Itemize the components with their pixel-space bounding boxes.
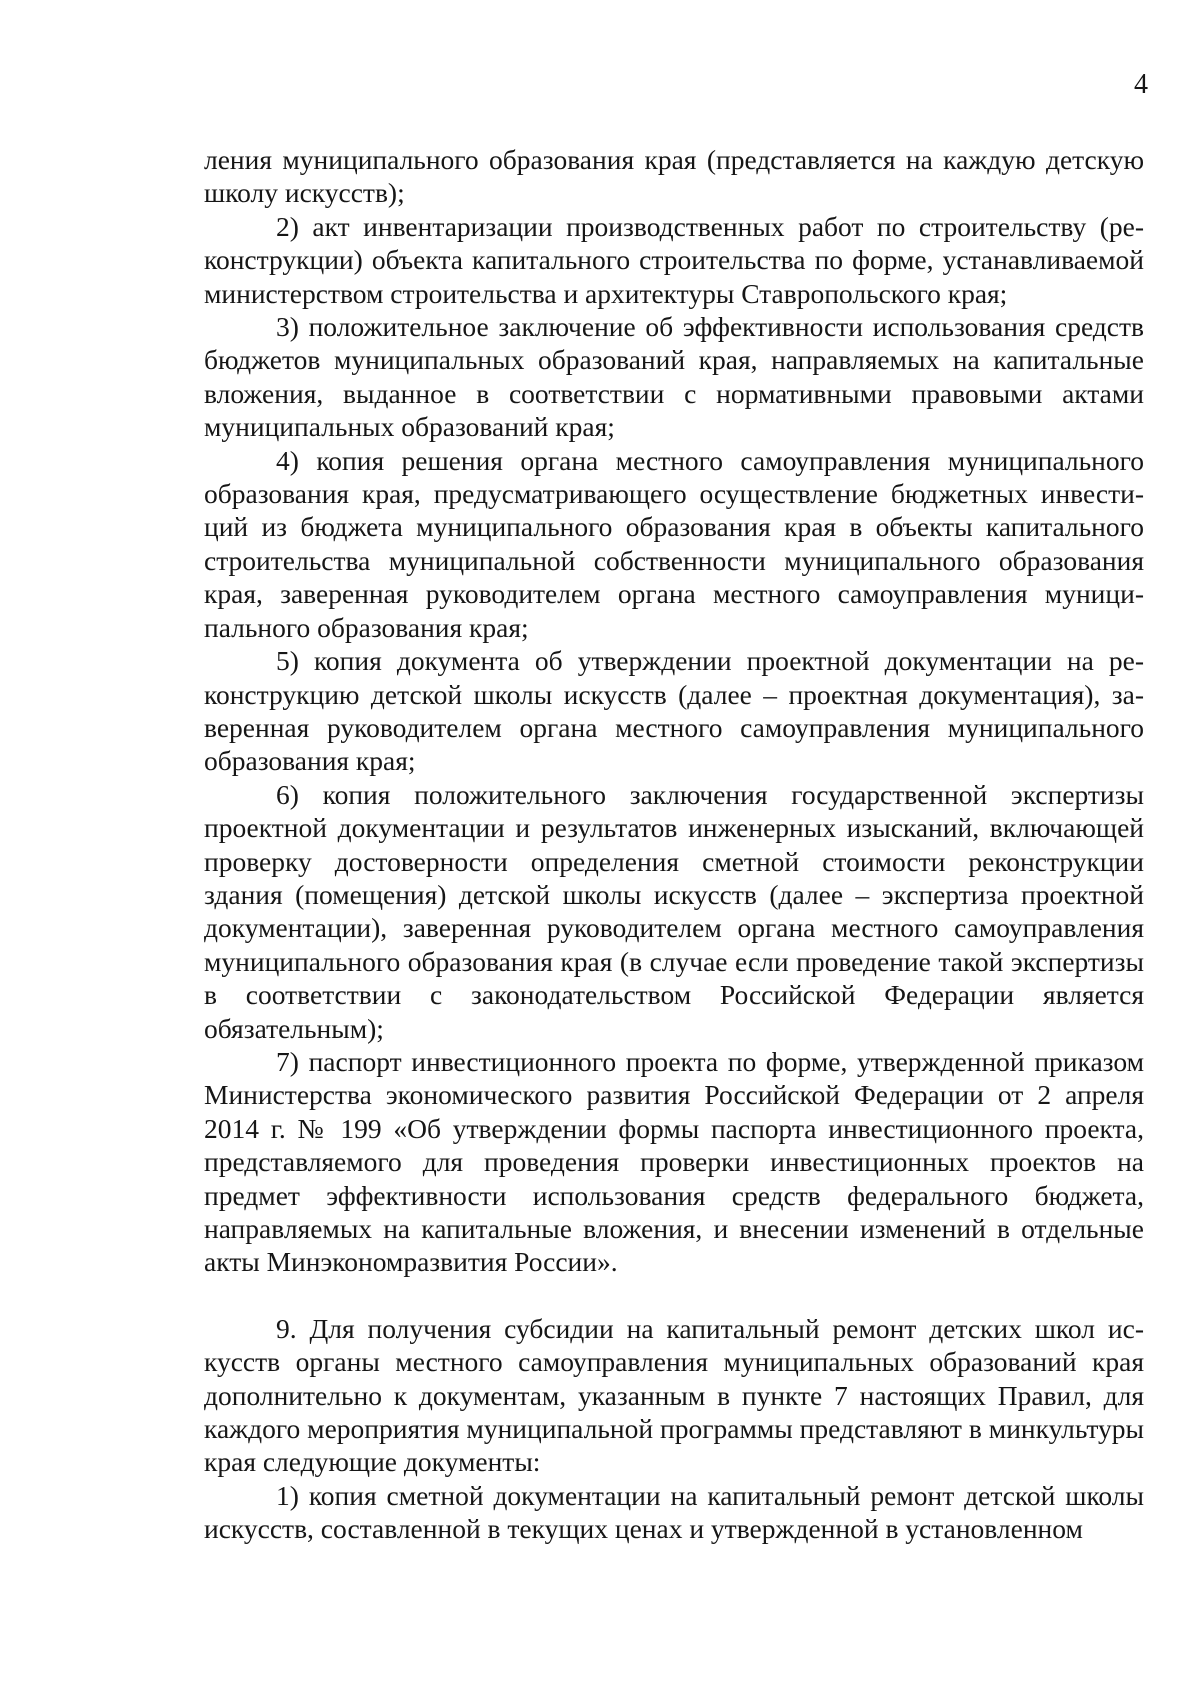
paragraph-continuation: ления муниципального образования края (представляется на каждую детскую школу искусств); [204,144,1144,209]
paragraph-item-2: 2) акт инвентаризации производственных работ по строительству (реконструкции) объекта капитального строительства по форме, устанавливаемой министерством строительства и архитектуры Ставропольского края; [204,210,1144,309]
page-number: 4 [1134,69,1148,100]
paragraph-item-4: 4) копия решения органа местного самоуправления муниципального образования края, предусматривающего осуществление бюджетных инвестиций из бюджета муниципального образования края в объекты капитального строительства муниципальной собственности муниципального образования края, заверенная руководителем органа местного самоуправления муниципального образования края; [204,444,1144,643]
paragraph-item-3: 3) положительное заключение об эффективности использования средств бюджетов муниципальных образований края, направляемых на капитальные вложения, выданное в соответствии с нормативными правовыми актами муниципальных образований края; [204,311,1144,443]
document-body [204,143,1144,1546]
paragraph-item-6: 6) копия положительного заключения государственной экспертизы проектной документации и результатов инженерных изысканий, включающей проверку достоверности определения сметной стоимости реконструкции здания (помещения) детской школы искусств (далее – экспертиза проектной документации), заверенная руководителем органа местного самоуправления муниципального образования края (в случае если проведение такой экспертизы в соответствии с законодательством Российской Федерации является обязательным); [204,778,1144,1044]
paragraph-item-5: 5) копия документа об утверждении проектной документации на реконструкцию детской школы искусств (далее – проектная документация), заверенная руководителем органа местного самоуправления муниципального образования края; [204,645,1144,777]
paragraph-section-9: 9. Для получения субсидии на капитальный ремонт детских школ искусств органы местного самоуправления муниципальных образований края дополнительно к документам, указанным в пункте 7 настоящих Правил, для каждого мероприятия муниципальной программы представляют в минкультуры края следующие документы: [204,1312,1144,1478]
paragraph-section-9-item-1: 1) копия сметной документации на капитальный ремонт детской школы искусств, составленной в текущих ценах и утвержденной в установленном [204,1479,1144,1545]
paragraph-item-7: 7) паспорт инвестиционного проекта по форме, утвержденной приказом Министерства экономического развития Российской Федерации от 2 апреля 2014 г. № 199 «Об утверждении формы паспорта инвестиционного проекта, представляемого для проведения проверки инвестиционных проектов на предмет эффективности использования средств федерального бюджета, направляемых на капитальные вложения, и внесении изменений в отдельные акты Минэкономразвития России». [204,1045,1144,1278]
